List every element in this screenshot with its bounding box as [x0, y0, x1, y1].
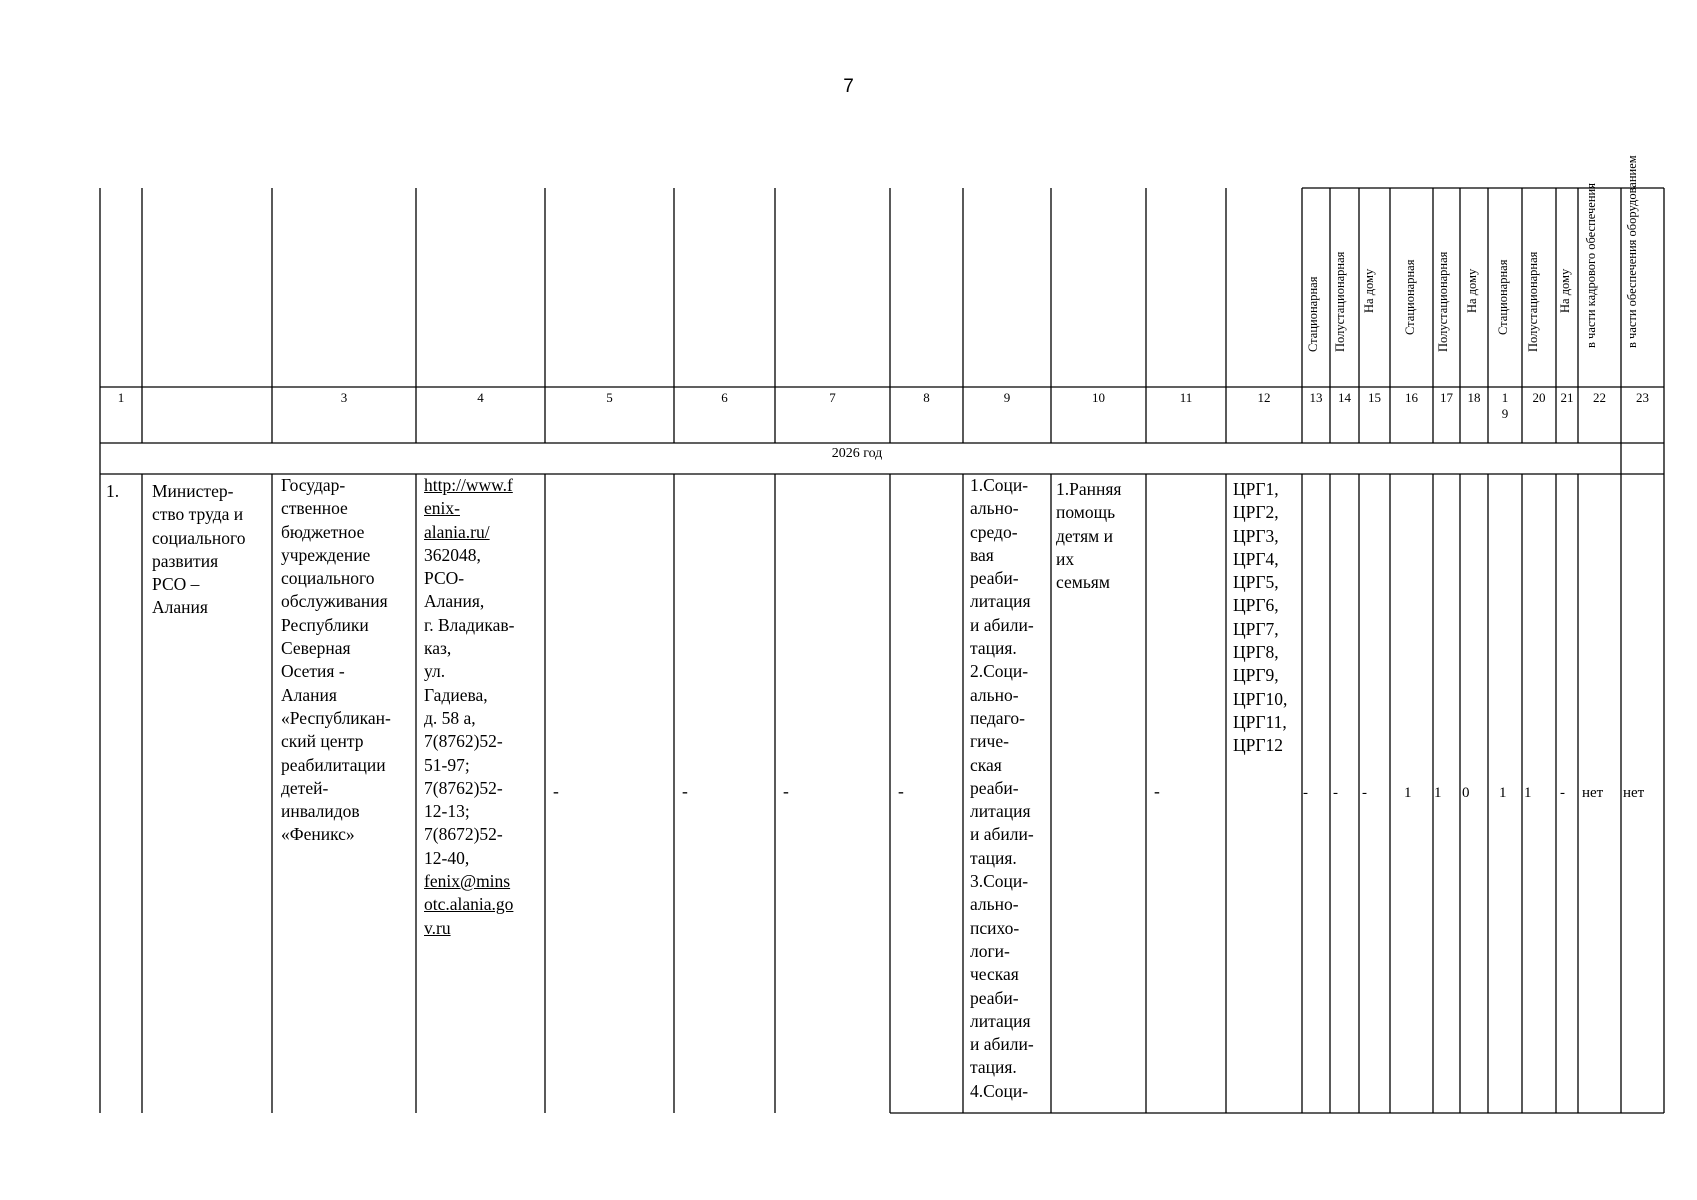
colnum-23: 23 [1636, 390, 1649, 405]
rehab-services-cell: 1.Соци- ально- средо- вая реаби- литация и абили- тация. 2.Соци- ально- педаго- гиче- ская реаби- литация и абили- тация. 3.Соци- ально- психо- логи- ческая реаби- литация и абили- тация. 4.Соци- [970, 475, 1034, 1101]
header-semistationary-1: Полустационарная [1333, 251, 1347, 352]
colnum-12: 12 [1257, 390, 1271, 405]
header-equipment: в части обеспечения оборудованием [1625, 155, 1639, 348]
header-stationary-2: Стационарная [1403, 259, 1417, 335]
colnum-10: 10 [1092, 390, 1105, 405]
early-help-cell: 1.Ранняя помощь детям и их семьям [1056, 479, 1122, 593]
colnum-9: 9 [1003, 390, 1011, 405]
header-home-2: На дому [1465, 268, 1479, 313]
colnum-15: 15 [1368, 390, 1381, 405]
cell-19: 1 [1499, 785, 1507, 801]
colnum-5: 5 [606, 390, 613, 405]
cell-17: 1 [1434, 785, 1442, 801]
cell-6: - [682, 781, 688, 801]
colnum-21: 21 [1560, 390, 1574, 405]
header-stationary-3: Стационарная [1496, 259, 1510, 335]
address-text: 362048, РСО- Алания, г. Владикав- каз, ул. Гадиева, д. 58 а, 7(8762)52- 51-97; 7(8762)52- 12-13; 7(8672)52- 12-40, [424, 544, 515, 868]
cell-21: - [1560, 785, 1565, 801]
contacts-cell [424, 474, 515, 940]
cell-16: 1 [1404, 785, 1412, 801]
header-semistationary-2: Полустационарная [1436, 251, 1450, 352]
page-number: 7 [843, 76, 854, 97]
row-number: 1. [106, 481, 120, 501]
institution-cell: Государ- ственное бюджетное учреждение социального обслуживания Республики Северная Осетия - Алания «Республикан- ский центр реабилитации детей- инвалидов «Феникс» [281, 475, 391, 845]
colnum-1: 1 [117, 390, 125, 405]
colnum-16: 16 [1405, 390, 1418, 405]
year-row: 2026 год [831, 446, 883, 461]
colnum-11: 11 [1179, 390, 1193, 405]
ministry-cell: Министер- ство труда и социального развития РСО – Алания [152, 481, 246, 618]
colnum-13: 13 [1309, 390, 1323, 405]
cell-18: 0 [1462, 785, 1470, 801]
colnum-22: 22 [1593, 390, 1606, 405]
colnum-8: 8 [923, 390, 930, 405]
cell-22: нет [1582, 785, 1604, 801]
website-link[interactable]: http://www.f enix- alania.ru/ [424, 475, 513, 542]
cell-11: - [1154, 781, 1160, 801]
header-home-3: На дому [1558, 268, 1572, 313]
email-link[interactable]: fenix@mins otc.alania.go v.ru [424, 871, 514, 938]
colnum-4: 4 [477, 390, 484, 405]
cell-15: - [1362, 785, 1367, 801]
colnum-19: 1 9 [1501, 390, 1509, 421]
cell-5: - [553, 781, 559, 801]
cell-23: нет [1623, 785, 1645, 801]
colnum-20: 20 [1532, 390, 1546, 405]
cell-7: - [783, 781, 789, 801]
cell-8: - [898, 781, 904, 801]
target-groups-cell: ЦРГ1, ЦРГ2, ЦРГ3, ЦРГ4, ЦРГ5, ЦРГ6, ЦРГ7, ЦРГ8, ЦРГ9, ЦРГ10, ЦРГ11, ЦРГ12 [1233, 479, 1288, 756]
cell-20: 1 [1524, 785, 1532, 801]
colnum-6: 6 [721, 390, 728, 405]
cell-13: - [1303, 785, 1308, 801]
header-stationary-1: Стационарная [1306, 276, 1320, 352]
header-home-1: На дому [1362, 268, 1376, 313]
colnum-14: 14 [1338, 390, 1351, 405]
header-staffing: в части кадрового обеспечения [1584, 183, 1598, 348]
colnum-18: 18 [1467, 390, 1481, 405]
colnum-3: 3 [340, 390, 348, 405]
colnum-17: 17 [1440, 390, 1453, 405]
cell-14: - [1333, 785, 1338, 801]
colnum-7: 7 [829, 390, 836, 405]
header-semistationary-3: Полустационарная [1526, 251, 1540, 352]
